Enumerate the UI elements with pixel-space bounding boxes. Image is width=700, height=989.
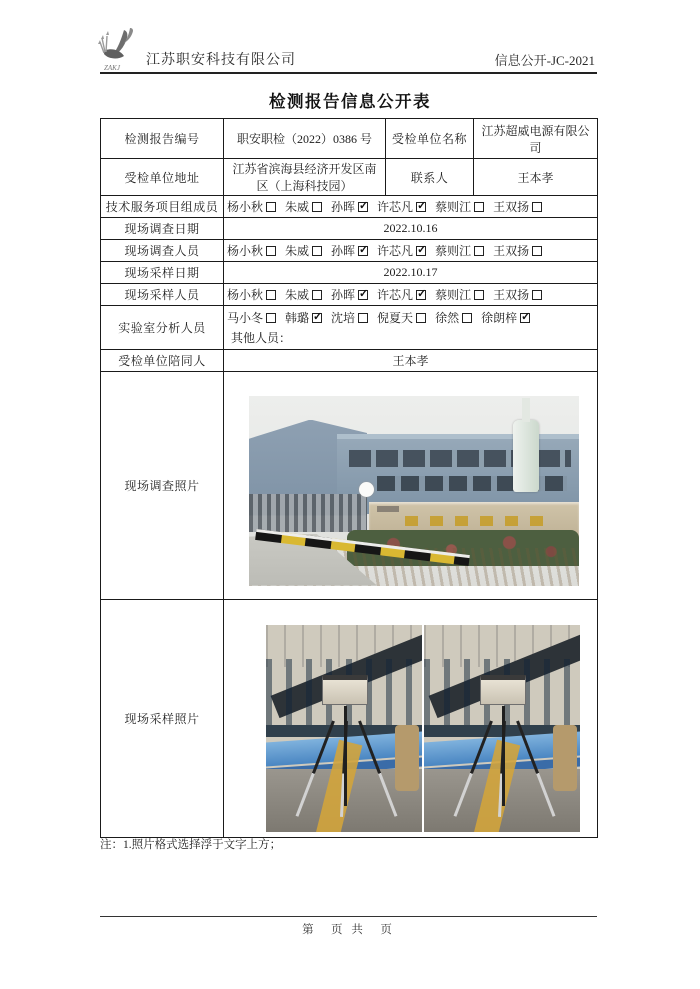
survey-photo-cell: [224, 372, 598, 600]
survey-date-label: 现场调查日期: [101, 218, 224, 240]
person-name: 许芯凡: [377, 200, 414, 214]
client-address-value: 江苏省滨海县经济开发区南区（上海科技园）: [224, 159, 386, 196]
person-name: 沈培: [331, 311, 356, 325]
person-option: [331, 309, 368, 326]
checkbox-checked-icon: [520, 313, 530, 323]
checkbox-checked-icon: [416, 246, 426, 256]
person-option: [285, 198, 322, 215]
doc-code: 信息公开-JC-2021: [494, 53, 595, 68]
tripod-pole: [344, 706, 347, 806]
person-name: 徐然: [435, 311, 460, 325]
person-name: 蔡则江: [435, 288, 472, 302]
client-address-label: 受检单位地址: [101, 159, 224, 196]
tan-equipment: [553, 725, 577, 791]
person-option: [377, 242, 426, 259]
sampling-date-value: 2022.10.17: [224, 262, 598, 284]
escort-value: 王本孝: [224, 350, 598, 372]
person-option: [227, 198, 276, 215]
factory-roofline: [337, 434, 579, 439]
person-name: 马小冬: [227, 311, 264, 325]
person-option: [493, 242, 542, 259]
checkbox-unchecked-icon: [532, 246, 542, 256]
logo-text: ZAKJ: [104, 64, 120, 72]
person-name: 许芯凡: [377, 244, 414, 258]
escort-label: 受检单位陪同人: [101, 350, 224, 372]
checkbox-unchecked-icon: [462, 313, 472, 323]
sampling-date-label: 现场采样日期: [101, 262, 224, 284]
client-name-value: 江苏超威电源有限公司: [474, 119, 598, 159]
checkbox-unchecked-icon: [266, 246, 276, 256]
sampling-team-people: [224, 284, 598, 306]
wall-logo: [377, 506, 399, 512]
person-name: 徐朗梓: [481, 311, 518, 325]
lab-team-people: [227, 311, 539, 325]
person-name: 杨小秋: [227, 244, 264, 258]
table-row: [101, 306, 598, 350]
person-option: [493, 286, 542, 303]
page-title: 检测报告信息公开表: [269, 92, 431, 111]
person-name: 朱威: [285, 200, 310, 214]
checkbox-unchecked-icon: [474, 246, 484, 256]
person-option: [377, 286, 426, 303]
checkbox-unchecked-icon: [416, 313, 426, 323]
lab-team-cell: [224, 306, 598, 350]
person-name: 杨小秋: [227, 288, 264, 302]
sampling-photo-cell: [224, 600, 598, 838]
person-name: 许芯凡: [377, 288, 414, 302]
table-row: [101, 159, 598, 196]
person-name: 杨小秋: [227, 200, 264, 214]
retractable-gate: [249, 494, 367, 532]
sampling-photo-pair: [266, 625, 594, 832]
document-header: [100, 28, 597, 74]
person-option: [331, 242, 368, 259]
report-info-table: [100, 118, 598, 838]
checkbox-unchecked-icon: [266, 202, 276, 212]
sampling-photo-right: [424, 625, 580, 832]
sampler-instrument: [480, 675, 526, 705]
tripod-pole: [502, 706, 505, 806]
person-name: 王双扬: [493, 200, 530, 214]
person-option: [331, 286, 368, 303]
contact-label: 联系人: [386, 159, 474, 196]
survey-photo-label: 现场调查照片: [101, 372, 224, 600]
person-option: [481, 309, 530, 326]
person-option: [435, 309, 472, 326]
table-row: [101, 372, 598, 600]
person-option: [377, 309, 426, 326]
sampling-photo-label: 现场采样照片: [101, 600, 224, 838]
person-name: 王双扬: [493, 244, 530, 258]
person-option: [285, 286, 322, 303]
checkbox-checked-icon: [358, 202, 368, 212]
checkbox-unchecked-icon: [532, 290, 542, 300]
checkbox-unchecked-icon: [474, 202, 484, 212]
person-option: [227, 309, 276, 326]
checkbox-checked-icon: [312, 313, 322, 323]
wall-company-text: [405, 516, 553, 526]
person-option: [227, 242, 276, 259]
table-row: [101, 196, 598, 218]
company-name: 江苏职安科技有限公司: [146, 53, 296, 68]
sampling-photo-left: [266, 625, 422, 832]
tech-team-label: 技术服务项目组成员: [101, 196, 224, 218]
checkbox-unchecked-icon: [474, 290, 484, 300]
checkbox-checked-icon: [416, 202, 426, 212]
checkbox-checked-icon: [358, 290, 368, 300]
person-option: [435, 242, 484, 259]
report-no-label: 检测报告编号: [101, 119, 224, 159]
tan-equipment: [395, 725, 419, 791]
client-name-label: 受检单位名称: [386, 119, 474, 159]
person-option: [435, 286, 484, 303]
person-option: [493, 198, 542, 215]
checkbox-checked-icon: [416, 290, 426, 300]
table-row: [101, 218, 598, 240]
person-name: 蔡则江: [435, 244, 472, 258]
person-name: 韩璐: [285, 311, 310, 325]
sampling-team-label: 现场采样人员: [101, 284, 224, 306]
person-option: [435, 198, 484, 215]
sampler-instrument: [322, 675, 368, 705]
checkbox-unchecked-icon: [312, 202, 322, 212]
person-name: 孙晖: [331, 200, 356, 214]
person-name: 孙晖: [331, 288, 356, 302]
person-option: [285, 309, 322, 326]
tech-team-people: [224, 196, 598, 218]
person-option: [227, 286, 276, 303]
table-row: [101, 262, 598, 284]
person-option: [331, 198, 368, 215]
person-option: [285, 242, 322, 259]
lab-team-label: 实验室分析人员: [101, 306, 224, 350]
sphere-lamp: [359, 482, 374, 497]
survey-team-label: 现场调查人员: [101, 240, 224, 262]
person-name: 孙晖: [331, 244, 356, 258]
site-survey-photo: [249, 396, 579, 586]
person-name: 倪夏天: [377, 311, 414, 325]
table-row: [101, 119, 598, 159]
checkbox-unchecked-icon: [532, 202, 542, 212]
person-name: 朱威: [285, 288, 310, 302]
lab-others-label: 其他人员：: [231, 331, 292, 345]
page-footer: 第 页 共 页: [100, 916, 597, 937]
report-no-value: 职安职检（2022）0386 号: [224, 119, 386, 159]
checkbox-unchecked-icon: [312, 246, 322, 256]
table-row: [101, 284, 598, 306]
footnote: 注：1.照片格式选择浮于文字上方；: [100, 839, 282, 851]
checkbox-checked-icon: [358, 246, 368, 256]
checkbox-unchecked-icon: [266, 290, 276, 300]
table-row: [101, 240, 598, 262]
company-logo-icon: [94, 26, 146, 74]
checkbox-unchecked-icon: [358, 313, 368, 323]
checkbox-unchecked-icon: [312, 290, 322, 300]
scrubber-tower: [513, 420, 539, 492]
person-name: 王双扬: [493, 288, 530, 302]
contact-value: 王本孝: [474, 159, 598, 196]
survey-team-people: [224, 240, 598, 262]
table-row: [101, 600, 598, 838]
table-row: [101, 350, 598, 372]
person-option: [377, 198, 426, 215]
survey-date-value: 2022.10.16: [224, 218, 598, 240]
person-name: 蔡则江: [435, 200, 472, 214]
person-name: 朱威: [285, 244, 310, 258]
checkbox-unchecked-icon: [266, 313, 276, 323]
